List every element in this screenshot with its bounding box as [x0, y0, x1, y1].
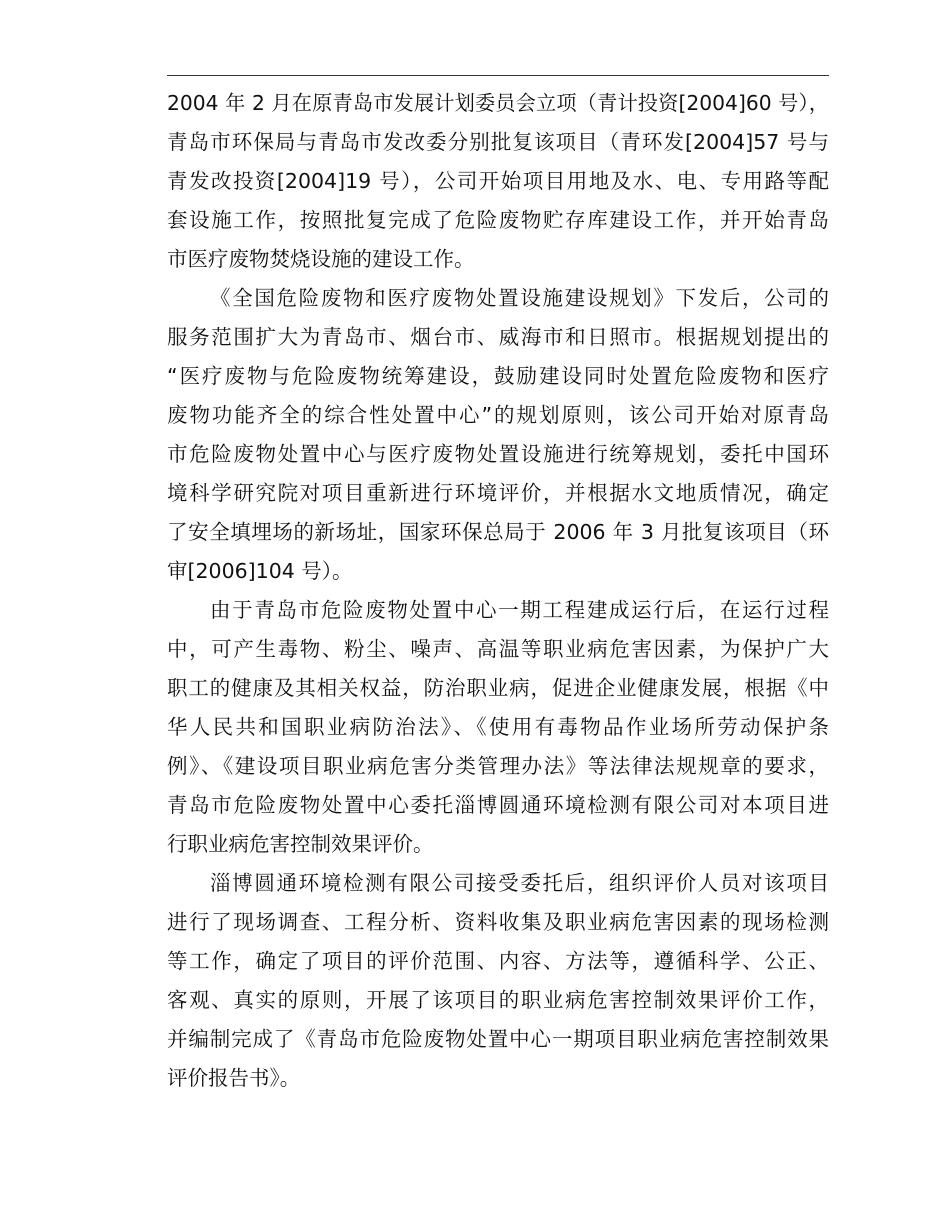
text-line: 废物功能齐全的综合性处置中心”的规划原则，该公司开始对原青岛: [167, 403, 829, 427]
text-line: 行职业病危害控制效果评价。: [167, 832, 434, 856]
text-line: 服务范围扩大为青岛市、烟台市、威海市和日照市。根据规划提出的: [167, 325, 829, 349]
text-line: 由于青岛市危险废物处置中心一期工程建成运行后，在运行过程: [210, 598, 829, 622]
text-line: 职工的健康及其相关权益，防治职业病，促进企业健康发展，根据《中: [167, 676, 829, 700]
text-line: 青岛市危险废物处置中心委托淄博圆通环境检测有限公司对本项目进: [167, 793, 829, 817]
text-line: 审[2006]104 号）。: [167, 559, 353, 583]
header-rule: [167, 75, 829, 76]
text-line: 套设施工作，按照批复完成了危险废物贮存库建设工作，并开始青岛: [167, 208, 829, 232]
text-line: 市医疗废物焚烧设施的建设工作。: [167, 247, 475, 271]
text-line: 《全国危险废物和医疗废物处置设施建设规划》下发后，公司的: [210, 286, 829, 310]
text-line: 例》、《建设项目职业病危害分类管理办法》等法律法规规章的要求，: [167, 754, 829, 778]
text-line: 市危险废物处置中心与医疗废物处置设施进行统筹规划，委托中国环: [167, 442, 829, 466]
text-line: 中，可产生毒物、粉尘、噪声、高温等职业病危害因素，为保护广大: [167, 637, 829, 661]
text-line: 淄博圆通环境检测有限公司接受委托后，组织评价人员对该项目: [210, 871, 829, 895]
text-line: 等工作，确定了项目的评价范围、内容、方法等，遵循科学、公正、: [167, 949, 829, 973]
text-line: 了安全填埋场的新场址，国家环保总局于 2006 年 3 月批复该项目（环: [167, 520, 829, 544]
text-line: 青岛市环保局与青岛市发改委分别批复该项目（青环发[2004]57 号与: [167, 130, 829, 154]
text-line: 进行了现场调查、工程分析、资料收集及职业病危害因素的现场检测: [167, 910, 829, 934]
text-line: 并编制完成了《青岛市危险废物处置中心一期项目职业病危害控制效果: [167, 1027, 829, 1051]
text-line: 境科学研究院对项目重新进行环境评价，并根据水文地质情况，确定: [167, 481, 829, 505]
text-line: 客观、真实的原则，开展了该项目的职业病危害控制效果评价工作，: [167, 988, 829, 1012]
text-line: 2004 年 2 月在原青岛市发展计划委员会立项（青计投资[2004]60 号），: [167, 91, 829, 115]
text-line: 华人民共和国职业病防治法》、《使用有毒物品作业场所劳动保护条: [167, 715, 829, 739]
text-line: 评价报告书》。: [167, 1066, 301, 1090]
text-line: 青发改投资[2004]19 号），公司开始项目用地及水、电、专用路等配: [167, 169, 829, 193]
text-line: “医疗废物与危险废物统筹建设，鼓励建设同时处置危险废物和医疗: [167, 364, 829, 388]
